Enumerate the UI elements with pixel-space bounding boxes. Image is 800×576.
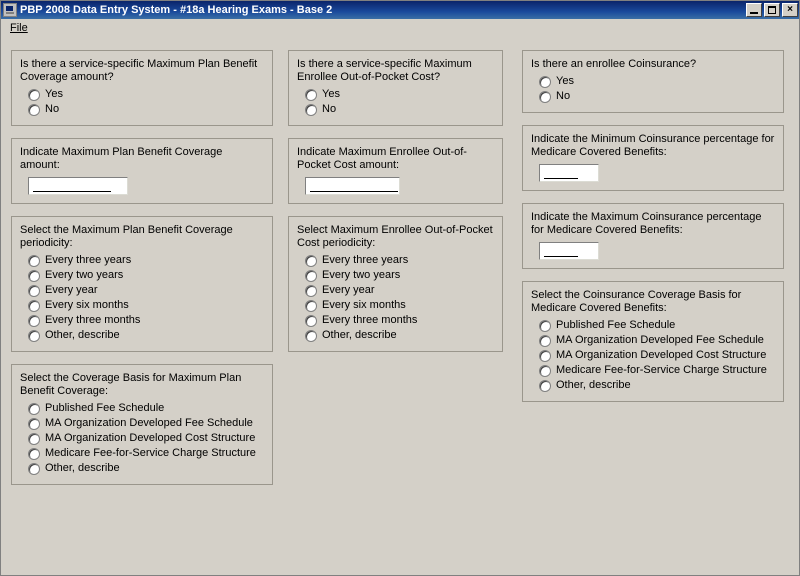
input-underline bbox=[544, 256, 578, 257]
radio-icon[interactable] bbox=[28, 448, 40, 460]
radio-option-ma-developed-fee-schedule[interactable] bbox=[28, 416, 264, 431]
group-max-plan-benefit-question bbox=[11, 50, 273, 126]
radio-label: Other, describe bbox=[45, 329, 120, 341]
radio-option-ma-developed-cost-structure[interactable] bbox=[28, 431, 264, 446]
group-max-coinsurance bbox=[522, 203, 784, 269]
form-client-area bbox=[1, 38, 799, 575]
radio-option-medicare-ffs-charge-structure[interactable] bbox=[539, 363, 775, 378]
group-min-coinsurance bbox=[522, 125, 784, 191]
group-label: Is there an enrollee Coinsurance? bbox=[531, 58, 697, 70]
radio-option-other-describe[interactable] bbox=[28, 328, 264, 343]
radio-icon[interactable] bbox=[539, 350, 551, 362]
radio-icon[interactable] bbox=[305, 300, 317, 312]
radio-option-every-six-months[interactable] bbox=[28, 298, 264, 313]
radio-option-no[interactable] bbox=[305, 102, 494, 117]
radio-label: Every three years bbox=[45, 254, 132, 266]
radio-option-every-two-years[interactable] bbox=[28, 268, 264, 283]
radio-option-other-describe[interactable] bbox=[539, 378, 775, 393]
group-coinsurance-coverage-basis bbox=[522, 281, 784, 402]
radio-icon[interactable] bbox=[28, 89, 40, 101]
group-max-plan-benefit-amount bbox=[11, 138, 273, 204]
radio-label: Every two years bbox=[322, 269, 401, 281]
group-label: Select the Coverage Basis for Maximum Plan Benefit Coverage: bbox=[20, 372, 242, 397]
radio-label: Medicare Fee-for-Service Charge Structure bbox=[556, 364, 767, 376]
minimize-button[interactable] bbox=[746, 3, 762, 17]
radio-group-max-oop bbox=[305, 87, 494, 117]
radio-group-oop-periodicity bbox=[305, 253, 494, 343]
close-button[interactable]: × bbox=[782, 3, 798, 17]
radio-option-every-three-months[interactable] bbox=[28, 313, 264, 328]
radio-icon[interactable] bbox=[305, 89, 317, 101]
group-label: Indicate Maximum Plan Benefit Coverage amount: bbox=[20, 146, 223, 171]
radio-option-every-year[interactable] bbox=[305, 283, 494, 298]
radio-icon[interactable] bbox=[28, 330, 40, 342]
radio-icon[interactable] bbox=[539, 335, 551, 347]
group-max-plan-benefit-coverage-basis bbox=[11, 364, 273, 485]
radio-icon[interactable] bbox=[28, 403, 40, 415]
radio-label: Published Fee Schedule bbox=[45, 402, 165, 414]
radio-label: Every three months bbox=[45, 314, 141, 326]
radio-icon[interactable] bbox=[28, 418, 40, 430]
radio-label: MA Organization Developed Fee Schedule bbox=[45, 417, 253, 429]
window-title: PBP 2008 Data Entry System - #18a Hearing Exams - Base 2 bbox=[20, 4, 333, 16]
radio-icon[interactable] bbox=[28, 433, 40, 445]
radio-icon[interactable] bbox=[305, 330, 317, 342]
column-middle bbox=[288, 50, 503, 364]
radio-icon[interactable] bbox=[28, 300, 40, 312]
radio-label: Every year bbox=[322, 284, 375, 296]
radio-group-periodicity bbox=[28, 253, 264, 343]
radio-option-published-fee-schedule[interactable] bbox=[28, 401, 264, 416]
radio-group-coinsurance bbox=[539, 74, 775, 104]
radio-option-yes[interactable] bbox=[539, 74, 775, 89]
radio-option-medicare-ffs-charge-structure[interactable] bbox=[28, 446, 264, 461]
max-oop-amount-input[interactable] bbox=[305, 177, 400, 195]
radio-label: Every six months bbox=[322, 299, 406, 311]
group-coinsurance-question bbox=[522, 50, 784, 113]
radio-option-ma-developed-fee-schedule[interactable] bbox=[539, 333, 775, 348]
input-underline bbox=[544, 178, 578, 179]
column-right bbox=[522, 50, 784, 414]
radio-option-every-three-months[interactable] bbox=[305, 313, 494, 328]
menu-bar bbox=[1, 19, 799, 38]
title-bar bbox=[1, 1, 799, 19]
window-controls bbox=[746, 3, 798, 17]
group-label: Indicate Maximum Enrollee Out-of-Pocket Cost amount: bbox=[297, 146, 467, 171]
maximize-button[interactable] bbox=[764, 3, 780, 17]
radio-icon[interactable] bbox=[539, 365, 551, 377]
radio-option-other-describe[interactable] bbox=[305, 328, 494, 343]
radio-option-yes[interactable] bbox=[28, 87, 264, 102]
group-label: Select Maximum Enrollee Out-of-Pocket Cost periodicity: bbox=[297, 224, 493, 249]
radio-icon[interactable] bbox=[305, 285, 317, 297]
group-label: Indicate the Minimum Coinsurance percentage for Medicare Covered Benefits: bbox=[531, 133, 775, 158]
radio-icon[interactable] bbox=[539, 380, 551, 392]
radio-option-every-two-years[interactable] bbox=[305, 268, 494, 283]
radio-group-coinsurance-coverage-basis bbox=[539, 318, 775, 393]
radio-option-published-fee-schedule[interactable] bbox=[539, 318, 775, 333]
radio-option-yes[interactable] bbox=[305, 87, 494, 102]
radio-label: Every three years bbox=[322, 254, 409, 266]
input-underline bbox=[33, 191, 111, 192]
radio-option-every-year[interactable] bbox=[28, 283, 264, 298]
radio-group-max-plan-benefit bbox=[28, 87, 264, 117]
radio-option-no[interactable] bbox=[28, 102, 264, 117]
group-label: Is there a service-specific Maximum Plan Benefit Coverage amount? bbox=[20, 58, 258, 83]
radio-icon[interactable] bbox=[305, 270, 317, 282]
group-max-oop-amount bbox=[288, 138, 503, 204]
radio-label: MA Organization Developed Cost Structure bbox=[45, 432, 256, 444]
radio-group-coverage-basis bbox=[28, 401, 264, 476]
radio-option-every-three-years[interactable] bbox=[305, 253, 494, 268]
radio-icon[interactable] bbox=[305, 255, 317, 267]
menu-item-file[interactable] bbox=[5, 21, 33, 35]
radio-icon[interactable] bbox=[305, 104, 317, 116]
menu-item-file-label: File bbox=[10, 22, 28, 34]
radio-label: Every three months bbox=[322, 314, 418, 326]
column-left bbox=[11, 50, 273, 497]
application-icon bbox=[3, 3, 17, 17]
radio-label: Published Fee Schedule bbox=[556, 319, 676, 331]
radio-option-other-describe[interactable] bbox=[28, 461, 264, 476]
radio-option-every-six-months[interactable] bbox=[305, 298, 494, 313]
group-max-plan-benefit-periodicity bbox=[11, 216, 273, 352]
radio-icon[interactable] bbox=[28, 315, 40, 327]
group-label: Is there a service-specific Maximum Enrollee Out-of-Pocket Cost? bbox=[297, 58, 472, 83]
radio-icon[interactable] bbox=[305, 315, 317, 327]
radio-label: Every six months bbox=[45, 299, 129, 311]
radio-label: Every two years bbox=[45, 269, 124, 281]
max-plan-benefit-amount-input[interactable] bbox=[28, 177, 128, 195]
radio-icon[interactable] bbox=[28, 255, 40, 267]
radio-label: No bbox=[45, 103, 60, 115]
radio-label: Yes bbox=[322, 88, 340, 100]
max-coinsurance-input[interactable] bbox=[539, 242, 599, 260]
min-coinsurance-input[interactable] bbox=[539, 164, 599, 182]
radio-icon[interactable] bbox=[28, 270, 40, 282]
radio-option-ma-developed-cost-structure[interactable] bbox=[539, 348, 775, 363]
radio-label: Other, describe bbox=[322, 329, 397, 341]
radio-icon[interactable] bbox=[539, 76, 551, 88]
group-label: Select the Coinsurance Coverage Basis for Medicare Covered Benefits: bbox=[531, 289, 742, 314]
radio-label: Other, describe bbox=[556, 379, 631, 391]
radio-label: Every year bbox=[45, 284, 98, 296]
radio-label: Medicare Fee-for-Service Charge Structure bbox=[45, 447, 256, 459]
radio-label: Yes bbox=[556, 75, 574, 87]
group-label: Select the Maximum Plan Benefit Coverage periodicity: bbox=[20, 224, 233, 249]
radio-icon[interactable] bbox=[539, 320, 551, 332]
radio-icon[interactable] bbox=[28, 104, 40, 116]
radio-label: No bbox=[556, 90, 571, 102]
radio-label: Other, describe bbox=[45, 462, 120, 474]
group-max-oop-periodicity bbox=[288, 216, 503, 352]
radio-label: No bbox=[322, 103, 337, 115]
input-underline bbox=[310, 191, 398, 192]
group-max-oop-question bbox=[288, 50, 503, 126]
radio-icon[interactable] bbox=[539, 91, 551, 103]
radio-option-no[interactable] bbox=[539, 89, 775, 104]
radio-label: Yes bbox=[45, 88, 63, 100]
radio-option-every-three-years[interactable] bbox=[28, 253, 264, 268]
radio-label: MA Organization Developed Cost Structure bbox=[556, 349, 767, 361]
radio-icon[interactable] bbox=[28, 285, 40, 297]
radio-label: MA Organization Developed Fee Schedule bbox=[556, 334, 764, 346]
group-label: Indicate the Maximum Coinsurance percentage for Medicare Covered Benefits: bbox=[531, 211, 762, 236]
radio-icon[interactable] bbox=[28, 463, 40, 475]
